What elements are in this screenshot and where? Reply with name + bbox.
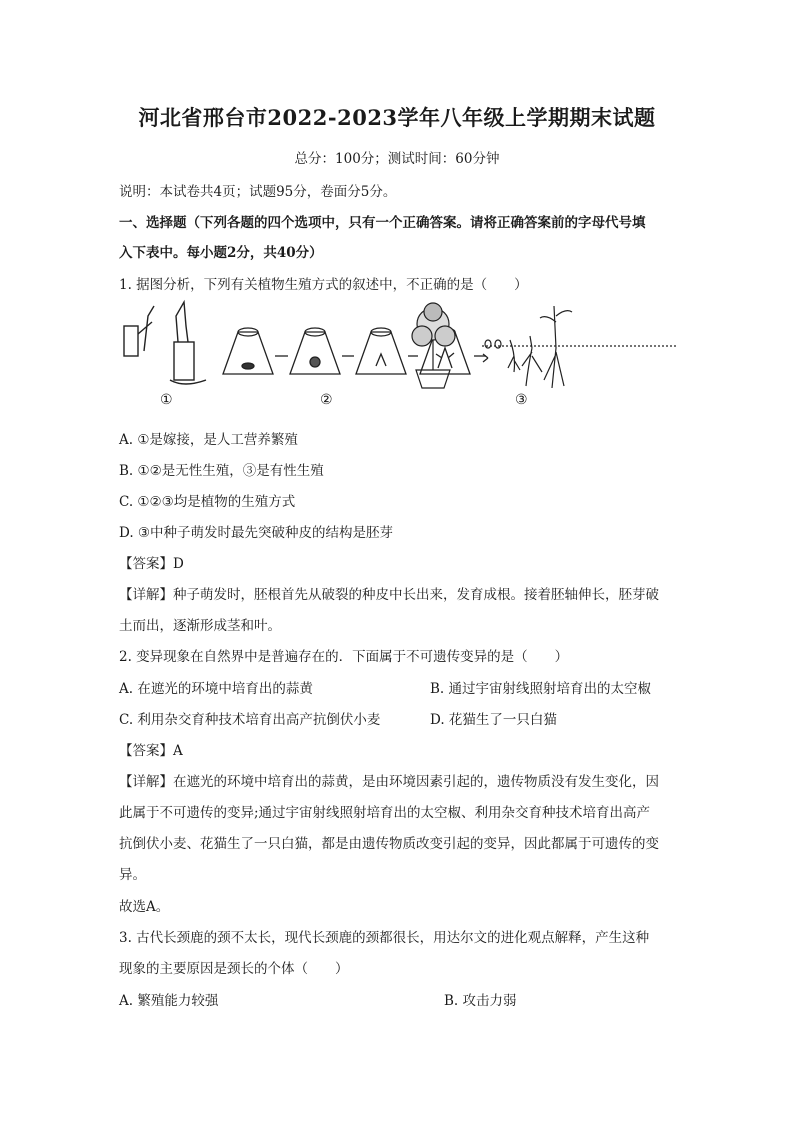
- figure-label-3: ③: [515, 392, 528, 408]
- figure-label-2: ②: [320, 392, 333, 408]
- seed-germination-illustration: [482, 306, 678, 388]
- section-heading-line-2: 入下表中。每小题2分，共40分）: [119, 245, 323, 261]
- question-2-option-a: A. 在遮光的环境中培育出的蒜黄: [119, 681, 313, 697]
- question-3-stem-line-2: 现象的主要原因是颈长的个体（ ）: [119, 961, 349, 977]
- figure-label-1: ①: [160, 392, 173, 408]
- plant-reproduction-figure: [118, 296, 678, 411]
- question-1-detail-line-1: 【详解】种子萌发时，胚根首先从破裂的种皮中长出来，发育成根。接着胚轴伸长，胚芽破: [119, 587, 659, 603]
- question-2-conclusion: 故选A。: [119, 899, 170, 915]
- exam-note: 说明：本试卷共4页；试题95分，卷面分5分。: [119, 184, 397, 200]
- question-1-option-b: B. ①②是无性生殖，③是有性生殖: [119, 463, 324, 479]
- question-2-detail-line-1: 【详解】在遮光的环境中培育出的蒜黄，是由环境因素引起的，遗传物质没有发生变化，因: [119, 774, 659, 790]
- question-1-option-d: D. ③中种子萌发时最先突破种皮的结构是胚芽: [119, 525, 394, 541]
- question-3-option-a: A. 繁殖能力较强: [119, 993, 219, 1009]
- question-2-option-b: B. 通过宇宙射线照射培育出的太空椒: [430, 681, 652, 697]
- question-1-detail-line-2: 土而出，逐渐形成茎和叶。: [119, 618, 281, 634]
- question-2-detail-line-2: 此属于不可遗传的变异;通过宇宙射线照射培育出的太空椒、利用杂交育种技术培育出高产: [119, 805, 651, 821]
- question-2-option-c: C. 利用杂交育种技术培育出高产抗倒伏小麦: [119, 712, 381, 728]
- potted-plant-illustration: [412, 303, 455, 388]
- grafting-illustration: [124, 302, 206, 384]
- exam-info: 总分：100分；测试时间：60分钟: [294, 151, 500, 167]
- question-3-option-b: B. 攻击力弱: [444, 993, 517, 1009]
- question-3-stem-line-1: 3. 古代长颈鹿的颈不太长，现代长颈鹿的颈都很长，用达尔文的进化观点解释，产生这种: [119, 930, 650, 946]
- page-title: 河北省邢台市2022-2023学年八年级上学期期末试题: [138, 105, 656, 130]
- question-2-answer: 【答案】A: [119, 743, 183, 759]
- question-1-answer: 【答案】D: [119, 556, 184, 572]
- question-1-stem: 1. 据图分析，下列有关植物生殖方式的叙述中，不正确的是（ ）: [119, 277, 528, 293]
- question-1-option-c: C. ①②③均是植物的生殖方式: [119, 494, 296, 510]
- question-2-stem: 2. 变异现象在自然界中是普遍存在的．下面属于不可遗传变异的是（ ）: [119, 649, 569, 665]
- question-2-detail-line-4: 异。: [119, 867, 146, 883]
- section-heading-line-1: 一、选择题（下列各题的四个选项中，只有一个正确答案。请将正确答案前的字母代号填: [119, 215, 646, 231]
- question-2-detail-line-3: 抗倒伏小麦、花猫生了一只白猫，都是由遗传物质改变引起的变异，因此都属于可遗传的变: [119, 836, 659, 852]
- question-1-option-a: A. ①是嫁接，是人工营养繁殖: [119, 432, 298, 448]
- question-2-option-d: D. 花猫生了一只白猫: [430, 712, 557, 728]
